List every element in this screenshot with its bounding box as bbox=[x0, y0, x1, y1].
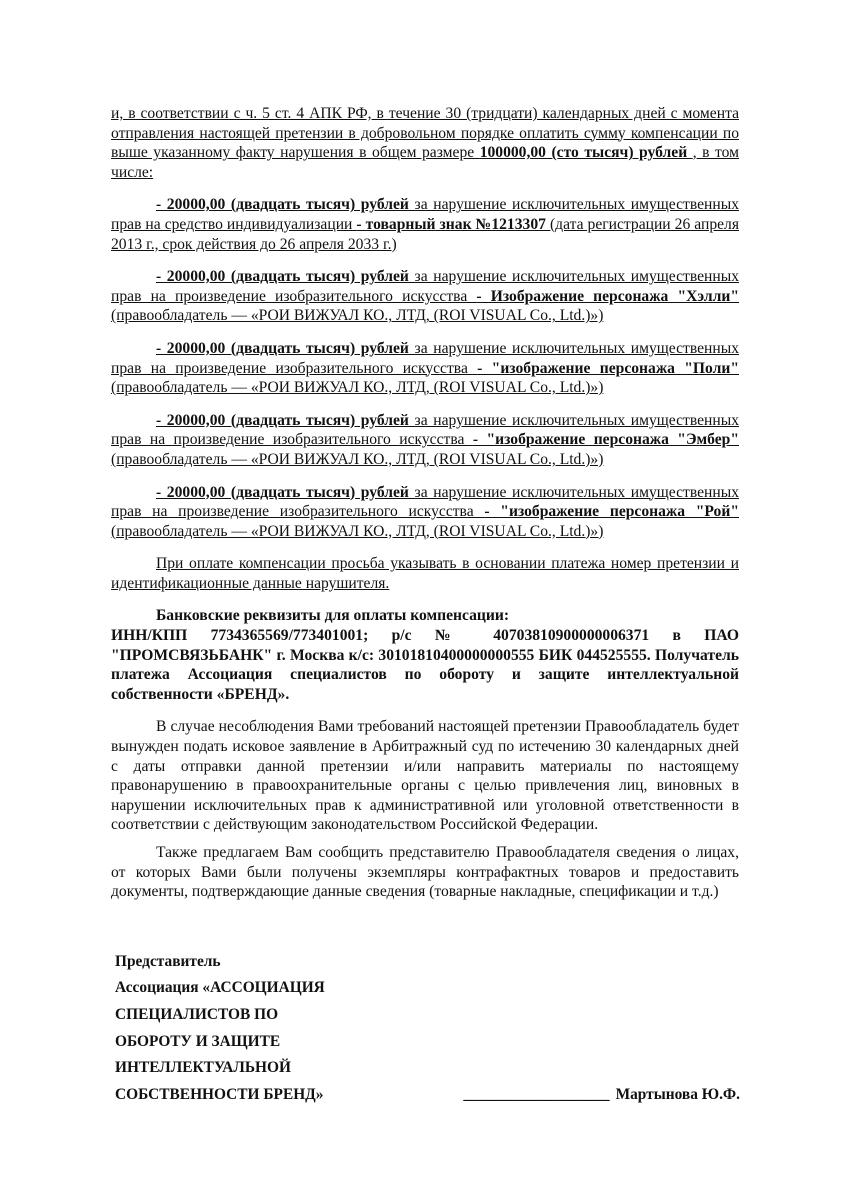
signature-line: СПЕЦИАЛИСТОВ ПО bbox=[115, 1005, 279, 1023]
claim-item bbox=[111, 411, 739, 470]
document-body bbox=[111, 104, 739, 902]
claim-text: за нарушение исключительных имущественных прав на произведение изобразительного искусства bbox=[111, 411, 739, 449]
claim-object: - "изображение персонажа "Поли" bbox=[477, 359, 739, 377]
bank-heading-text: Банковские реквизиты для оплаты компенсации: bbox=[156, 607, 510, 625]
claim-object: - "изображение персонажа "Эмбер" bbox=[472, 431, 739, 449]
claim-text: за нарушение исключительных имущественных прав на произведение изобразительного искусства bbox=[111, 268, 739, 305]
claim-details: (дата регистрации 26 апреля 2013 г., срок действия до 26 апреля 2033 г.) bbox=[111, 215, 740, 253]
signature-line: ОБОРОТУ И ЗАЩИТЕ bbox=[115, 1032, 281, 1050]
claim-amount: - 20000,00 (двадцать тысяч) рублей bbox=[156, 196, 415, 214]
signature-line: СОБСТВЕННОСТИ БРЕНД» bbox=[115, 1085, 324, 1103]
claim-amount: - 20000,00 (двадцать тысяч) рублей bbox=[156, 268, 415, 286]
bank-details-text: ИНН/КПП 7734365569/773401001; р/с № 40703810900000006371 в ПАО "ПРОМСВЯЗЬБАНК" г. Москва к/с: 30101810400000000555 БИК 044525555. Получатель платежа Ассоциация специалистов по обороту и защите интеллектуальной собственности «БРЕНД». bbox=[111, 627, 739, 703]
signer-name: Мартынова Ю.Ф. bbox=[615, 1085, 740, 1103]
claim-text: за нарушение исключительных имущественных прав на произведение изобразительного искусства bbox=[111, 483, 739, 521]
claim-object: - Изображение персонажа "Хэлли" bbox=[476, 287, 739, 305]
claim-amount: - 20000,00 (двадцать тысяч) рублей bbox=[156, 339, 415, 357]
signer bbox=[457, 1085, 740, 1112]
signature-block bbox=[115, 952, 740, 1112]
claim-details: (правообладатель — «РОИ ВИЖУАЛ КО., ЛТД, (ROI VISUAL Co., Ltd.)») bbox=[111, 307, 604, 325]
claim-details: (правообладатель — «РОИ ВИЖУАЛ КО., ЛТД, (ROI VISUAL Co., Ltd.)») bbox=[111, 522, 604, 540]
signature-blank: ___________________ bbox=[463, 1085, 610, 1103]
signature-line: ИНТЕЛЛЕКТУАЛЬНОЙ bbox=[115, 1059, 291, 1077]
claim-item bbox=[111, 267, 739, 326]
claim-details: (правообладатель — «РОИ ВИЖУАЛ КО., ЛТД, (ROI VISUAL Co., Ltd.)») bbox=[111, 450, 604, 468]
request-paragraph: Также предлагаем Вам сообщить представителю Правообладателя сведения о лицах, от которых Вами были получены экземпляры контрафактных товаров и предоставить документы, подтверждающие данные сведения (товарные накладные, спецификации и т.д.) bbox=[111, 844, 739, 901]
signature-last-row bbox=[115, 1085, 740, 1112]
bank-details bbox=[111, 626, 739, 704]
intro-paragraph bbox=[111, 104, 739, 182]
claim-text: за нарушение исключительных имущественных прав на средство индивидуализации bbox=[111, 196, 739, 233]
claim-text: за нарушение исключительных имущественных прав на произведение изобразительного искусства bbox=[111, 339, 739, 377]
signature-line: Ассоциация «АССОЦИАЦИЯ bbox=[115, 979, 325, 997]
bank-heading bbox=[111, 606, 739, 626]
intro-text: и, в соответствии с ч. 5 ст. 4 АПК РФ, в течение 30 (тридцати) календарных дней с момента отправления настоящей претензии в добровольном порядке оплатить сумму компенсации по выше указанному факту нарушения в общем размере bbox=[111, 105, 739, 162]
claim-amount: - 20000,00 (двадцать тысяч) рублей bbox=[156, 411, 415, 429]
claim-details: (правообладатель — «РОИ ВИЖУАЛ КО., ЛТД, (ROI VISUAL Co., Ltd.)») bbox=[111, 379, 604, 397]
claim-object: - "изображение персонажа "Рой" bbox=[484, 503, 739, 521]
claim-item bbox=[111, 195, 739, 254]
claim-amount: - 20000,00 (двадцать тысяч) рублей bbox=[156, 483, 415, 501]
claim-object: - товарный знак №1213307 bbox=[356, 215, 550, 233]
payment-note: При оплате компенсации просьба указывать в основании платежа номер претензии и идентификационные данные нарушителя. bbox=[111, 555, 739, 592]
intro-text-end: , в том числе: bbox=[111, 144, 739, 181]
claim-item bbox=[111, 483, 739, 542]
total-amount: 100000,00 (сто тысяч) рублей bbox=[479, 144, 693, 162]
consequences-paragraph: В случае несоблюдения Вами требований настоящей претензии Правообладатель будет вынужден подать исковое заявление в Арбитражный суд по истечению 30 календарных дней с даты отправки данной претензии и/или направить материалы по настоящему правонарушению в правоохранительные органы с целью привлечения лиц, виновных в нарушении исключительных прав к административной или уголовной ответственности в соответствии с действующим законодательством Российской Федерации. bbox=[111, 718, 739, 834]
signature-line: Представитель bbox=[115, 952, 221, 970]
claim-item bbox=[111, 339, 739, 398]
